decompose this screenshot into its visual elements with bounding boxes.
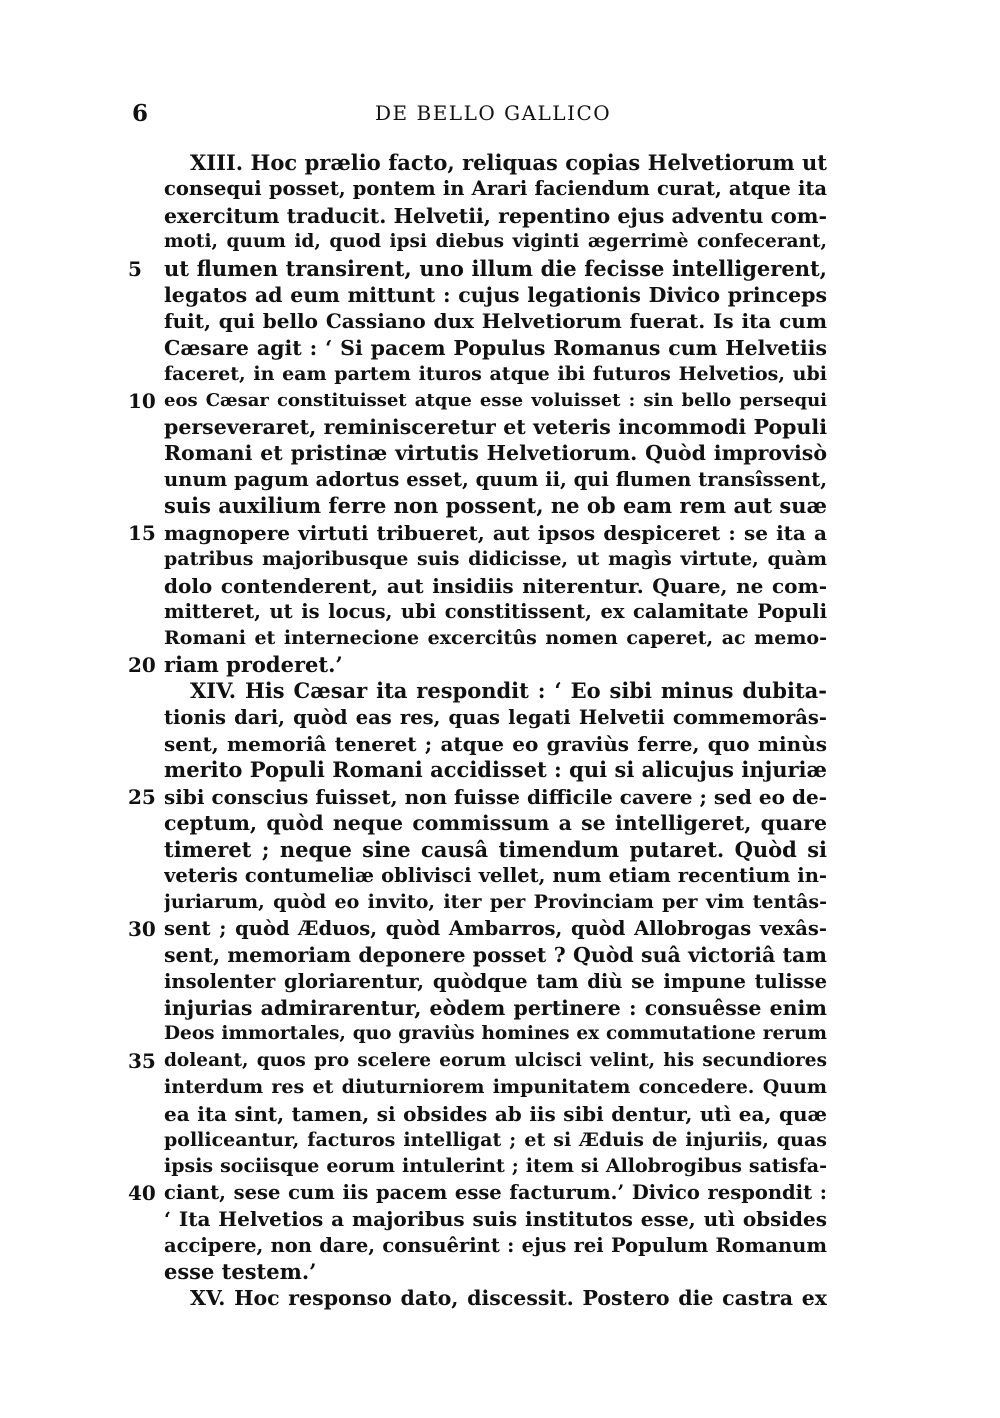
- line-text: insolenter gloriarentur, quòdque tam diù se impune tulisse: [164, 969, 827, 993]
- line-text: juriarum, quòd eo invito, iter per Provinciam per vim tentâs-: [164, 891, 827, 914]
- chapter-opening-line: XIII. Hoc prælio facto, reliquas copias Helvetiorum ut: [190, 151, 827, 175]
- text-line: [0, 837, 1000, 863]
- text-line: [0, 1206, 1000, 1232]
- text-line: [0, 282, 1000, 308]
- line-text: suis auxilium ferre non possent, ne ob eam rem aut suæ: [164, 494, 827, 519]
- line-text: veteris contumeliæ oblivisci vellet, num etiam recentium in-: [164, 863, 827, 887]
- text-line: [0, 1285, 1000, 1311]
- line-text: dolo contenderent, aut insidiis niterentur. Quare, ne com-: [164, 573, 827, 598]
- line-text: ut flumen transirent, uno illum die fecisse intelligerent,: [164, 256, 827, 281]
- text-line: [0, 308, 1000, 334]
- line-number: 40: [128, 1180, 156, 1205]
- text-line: [0, 731, 1000, 757]
- line-text: sent ; quòd Æduos, quòd Ambarros, quòd Allobrogas vexâs-: [164, 916, 827, 940]
- line-text: doleant, quos pro scelere eorum ulcisci velint, his secundiores: [164, 1049, 827, 1071]
- line-text: legatos ad eum mittunt : cujus legationis Divico princeps: [164, 283, 827, 308]
- line-text: patribus majoribusque suis didicisse, ut magìs virtute, quàm: [164, 548, 827, 571]
- text-line: [0, 1259, 1000, 1285]
- line-number: 5: [128, 256, 142, 281]
- text-line: [0, 757, 1000, 783]
- text-line: [0, 1153, 1000, 1179]
- text-line: [0, 1048, 1000, 1074]
- text-line: [0, 916, 1000, 942]
- line-text: ‘ Ita Helvetios a majoribus suis institutos esse, utì obsides: [164, 1207, 827, 1232]
- text-line: [0, 652, 1000, 678]
- line-number: 35: [128, 1048, 156, 1073]
- text-line: [0, 942, 1000, 968]
- line-text: merito Populi Romani accidisset : qui si alicujus injuriæ: [164, 758, 827, 783]
- text-line: [0, 546, 1000, 572]
- text-line: [0, 625, 1000, 651]
- text-line: [0, 995, 1000, 1021]
- line-number: 25: [128, 784, 156, 809]
- line-text: perseveraret, reminisceretur et veteris incommodi Populi: [164, 415, 827, 440]
- line-text: Romani et internecione excercitûs nomen caperet, ac memo-: [164, 627, 827, 650]
- text-line: [0, 810, 1000, 836]
- line-text: interdum res et diuturniorem impunitatem concedere. Quum: [164, 1076, 827, 1099]
- line-text: mitteret, ut is locus, ubi constitissent, ex calamitate Populi: [164, 599, 827, 623]
- line-number: 15: [128, 520, 156, 545]
- text-line: [0, 1074, 1000, 1100]
- text-line: [0, 1180, 1000, 1206]
- body-text: [0, 150, 1000, 1312]
- text-line: [0, 784, 1000, 810]
- text-line: [0, 1127, 1000, 1153]
- line-text: sent, memoriâ teneret ; atque eo graviùs ferre, quo minùs: [164, 731, 827, 756]
- text-line: [0, 467, 1000, 493]
- line-text: moti, quum id, quod ipsi diebus viginti ægerrimè confecerant,: [164, 231, 827, 253]
- line-text: ciant, sese cum iis pacem esse facturum.’ Divico respondit :: [164, 1180, 827, 1204]
- text-line: [0, 176, 1000, 202]
- chapter-opening-line: XV. Hoc responso dato, discessit. Postero die castra ex: [190, 1286, 827, 1311]
- text-line: [0, 150, 1000, 176]
- text-line: [0, 414, 1000, 440]
- line-text: Romani et pristinæ virtutis Helvetiorum. Quòd improvisò: [164, 441, 827, 466]
- text-line: [0, 440, 1000, 466]
- text-line: [0, 573, 1000, 599]
- page-number: 6: [132, 100, 149, 127]
- line-text: ceptum, quòd neque commissum a se intelligeret, quare: [164, 811, 827, 836]
- line-text: Cæsare agit : ‘ Si pacem Populus Romanus cum Helvetiis: [164, 335, 827, 360]
- text-line: [0, 493, 1000, 519]
- line-text: Deos immortales, quo graviùs homines ex commutatione rerum: [164, 1023, 827, 1045]
- text-line: [0, 599, 1000, 625]
- text-line: [0, 203, 1000, 229]
- line-number: 30: [128, 916, 156, 941]
- text-line: [0, 1021, 1000, 1047]
- line-text: esse testem.’: [164, 1260, 317, 1285]
- line-text: tionis dari, quòd eas res, quas legati Helvetii commemorâs-: [164, 705, 827, 729]
- line-text: riam proderet.’: [164, 652, 343, 677]
- text-line: [0, 335, 1000, 361]
- line-text: magnopere virtuti tribueret, aut ipsos despiceret : se ita a: [164, 520, 827, 545]
- running-title: DE BELLO GALLICO: [375, 101, 612, 125]
- line-text: injurias admirarentur, eòdem pertinere : consuêsse enim: [164, 996, 827, 1020]
- line-text: faceret, in eam partem ituros atque ibi futuros Helvetios, ubi: [164, 363, 827, 386]
- line-text: sibi conscius fuisset, non fuisse difficile cavere ; sed eo de-: [164, 784, 827, 809]
- chapter-opening-line: XIV. His Cæsar ita respondit : ‘ Eo sibi minus dubita-: [190, 679, 827, 704]
- line-text: unum pagum adortus esset, quum ii, qui flumen transîssent,: [164, 467, 827, 491]
- line-number: 20: [128, 652, 156, 677]
- text-line: [0, 256, 1000, 282]
- text-line: [0, 1233, 1000, 1259]
- text-line: [0, 1101, 1000, 1127]
- text-line: [0, 388, 1000, 414]
- text-line: [0, 705, 1000, 731]
- text-line: [0, 678, 1000, 704]
- line-text: timeret ; neque sine causâ timendum putaret. Quòd si: [164, 837, 827, 862]
- text-line: [0, 863, 1000, 889]
- text-line: [0, 520, 1000, 546]
- text-line: [0, 969, 1000, 995]
- text-line: [0, 229, 1000, 255]
- line-text: fuit, qui bello Cassiano dux Helvetiorum fuerat. Is ita cum: [164, 309, 827, 334]
- line-text: exercitum traducit. Helvetii, repentino ejus adventu com-: [164, 203, 827, 228]
- text-line: [0, 361, 1000, 387]
- line-text: consequi posset, pontem in Arari faciendum curat, atque ita: [164, 177, 827, 201]
- line-text: accipere, non dare, consuêrint : ejus rei Populum Romanum: [164, 1233, 827, 1257]
- line-text: eos Cæsar constituisset atque esse voluisset : sin bello persequi: [164, 389, 827, 411]
- line-number: 10: [128, 388, 156, 413]
- line-text: ea ita sint, tamen, si obsides ab iis sibi dentur, utì ea, quæ: [164, 1101, 827, 1126]
- line-text: ipsis sociisque eorum intulerint ; item si Allobrogibus satisfa-: [164, 1155, 827, 1178]
- line-text: sent, memoriam deponere posset ? Quòd suâ victoriâ tam: [164, 943, 827, 968]
- line-text: polliceantur, facturos intelligat ; et si Æduis de injuriis, quas: [164, 1129, 827, 1152]
- text-line: [0, 889, 1000, 915]
